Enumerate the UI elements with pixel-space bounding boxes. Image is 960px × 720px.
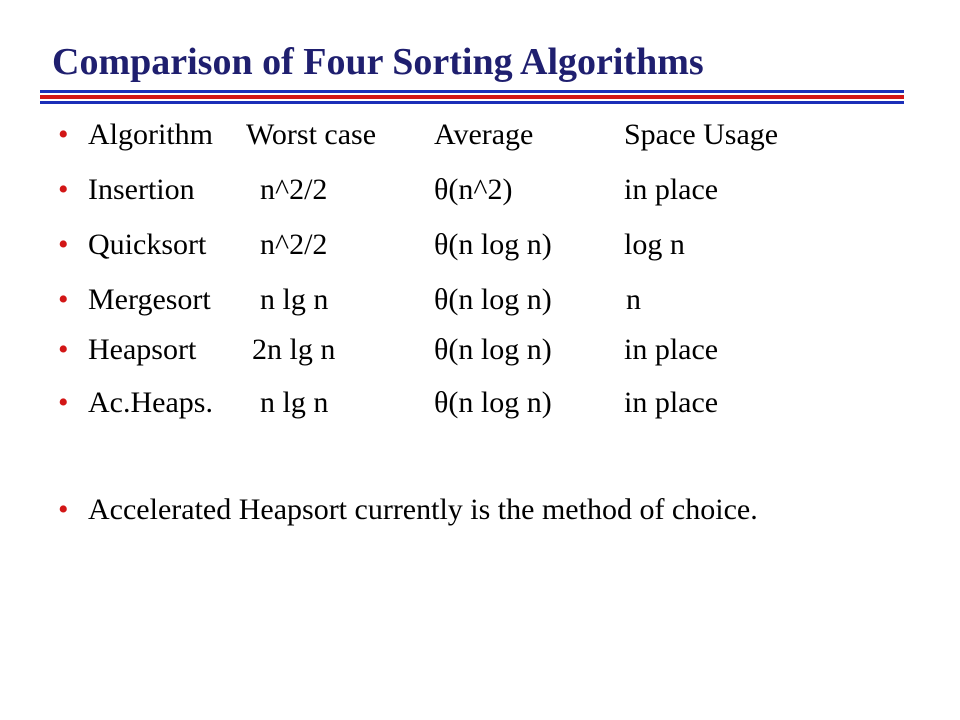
space-usage-value: in place: [624, 386, 719, 419]
bullet-icon: •: [58, 333, 69, 366]
average-value: θ(n log n): [434, 283, 552, 316]
average-value: θ(n^2): [434, 173, 513, 206]
average-value: θ(n log n): [434, 228, 552, 261]
bullet-icon: •: [58, 118, 69, 151]
header-worst-case: Worst case: [246, 118, 377, 151]
space-usage-value: in place: [624, 333, 719, 366]
worst-case-value: n^2/2: [260, 173, 328, 206]
average-value: θ(n log n): [434, 386, 552, 419]
space-usage-value: n: [626, 283, 641, 316]
title-rule-blue-bottom: [40, 101, 904, 104]
algorithm-name: Heapsort: [88, 333, 197, 366]
conclusion-text: Accelerated Heapsort currently is the method of choice.: [88, 493, 758, 526]
bullet-icon: •: [58, 173, 69, 206]
algorithm-name: Insertion: [88, 173, 195, 206]
worst-case-value: n lg n: [260, 283, 329, 316]
algorithm-name: Mergesort: [88, 283, 211, 316]
worst-case-value: n lg n: [260, 386, 329, 419]
bullet-icon: •: [58, 493, 69, 526]
header-space-usage: Space Usage: [624, 118, 779, 151]
algorithm-name: Quicksort: [88, 228, 207, 261]
bullet-icon: •: [58, 228, 69, 261]
title-rule-red: [40, 95, 904, 99]
conclusion-bullet: [58, 490, 878, 530]
slide-title: Comparison of Four Sorting Algorithms: [52, 41, 704, 83]
space-usage-value: in place: [624, 173, 719, 206]
bullet-icon: •: [58, 386, 69, 419]
header-algorithm: Algorithm: [88, 118, 213, 151]
average-value: θ(n log n): [434, 333, 552, 366]
space-usage-value: log n: [624, 228, 685, 261]
bullet-icon: •: [58, 283, 69, 316]
header-average: Average: [434, 118, 534, 151]
worst-case-value: 2n lg n: [252, 333, 336, 366]
algorithm-name: Ac.Heaps.: [88, 386, 213, 419]
title-rule-blue-top: [40, 90, 904, 93]
worst-case-value: n^2/2: [260, 228, 328, 261]
